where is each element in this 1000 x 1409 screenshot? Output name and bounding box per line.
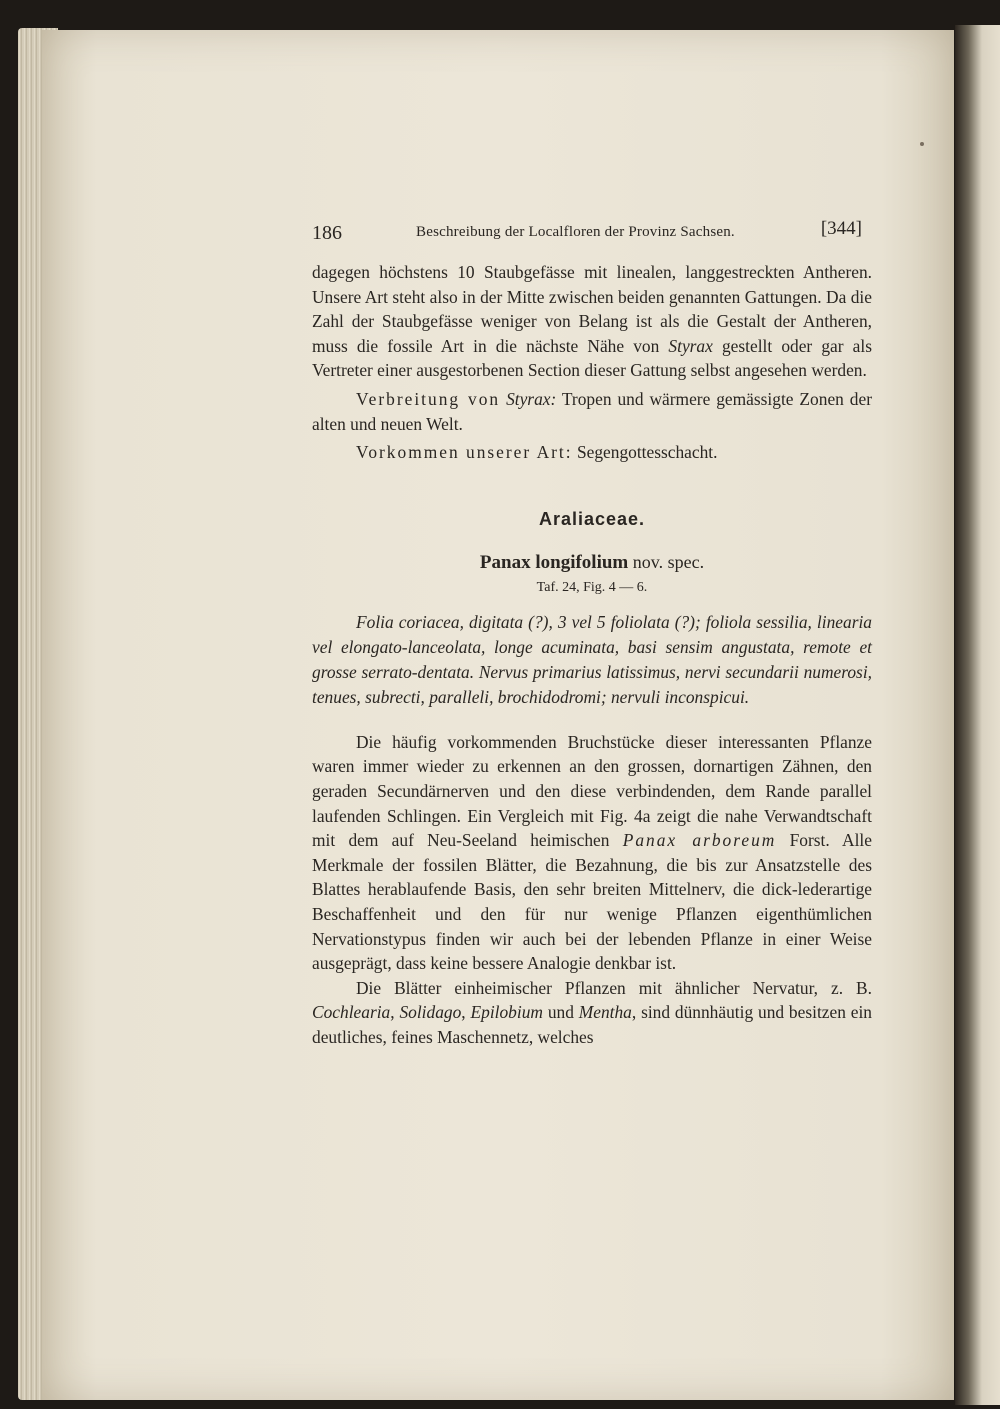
plate-reference: Taf. 24, Fig. 4 — 6. xyxy=(536,579,648,595)
speck xyxy=(920,142,924,146)
running-title: Beschreibung der Localfloren der Provinz Sachsen. xyxy=(416,224,735,240)
page-content xyxy=(312,212,872,1049)
page-number: 186 xyxy=(312,222,342,244)
species-heading: Panax longifolium nov. spec. xyxy=(479,551,705,573)
paragraph-antheren: dagegen höchstens 10 Staubgefässe mit linealen, langgestreckten Antheren. Unsere Art steht also in der Mitte zwischen beiden genannten Gattungen. Da die Zahl der Staubgefässe weniger von Belang ist als die Gestalt der Antheren, muss die fossile Art in die nächste Nähe von Styrax gestellt oder gar als Vertreter einer ausgestorbenen Section dieser Gattung selbst angesehen werden. xyxy=(312,262,872,381)
paragraph-comparison: Die Blätter einheimischer Pflanzen mit ähnlicher Nervatur, z. B. Cochlearia, Solidago, Epilobium und Mentha, sind dünnhäutig und besitzen ein deutliches, feines Maschennetz, welches xyxy=(312,977,873,1047)
book-spine xyxy=(955,25,1000,1405)
distribution-paragraph: Verbreitung von Styrax: Tropen und wärmere gemässigte Zonen der alten und neuen Welt. xyxy=(312,388,872,434)
latin-diagnosis: Folia coriacea, digitata (?), 3 vel 5 foliolata (?); foliola sessilia, linearia vel elongato-lanceolata, longe acuminata, basi sensim angustata, remote et grosse serrato-dentata. Nervus primarius latissimus, nervi secundarii numerosi, tenues, subrecti, paralleli, brochidodromi; nervuli inconspicui. xyxy=(312,611,872,707)
paragraph-description: Die häufig vorkommenden Bruchstücke dieser interessanten Pflanze waren immer wieder zu erkennen an den grossen, dornartigen Zähnen, den geraden Secundärnerven und den diese verbindenden, dem Rande parallel laufenden Schlingen. Ein Vergleich mit Fig. 4a zeigt die nahe Verwandtschaft mit dem auf Neu-Seeland heimischen Panax arboreum Forst. Alle Merkmale der fossilen Blätter, die Bezahnung, die bis zur Ansatzstelle des Blattes herablaufende Basis, den sehr breiten Mittelnerv, die dick-lederartige Beschaffenheit und den für nur wenige Pflanzen eigenthümlichen Nervationstypus finden wir auch bei der lebenden Pflanze in einer Weise ausgeprägt, dass keine bessere Analogie denkbar ist. xyxy=(312,731,872,974)
occurrence-paragraph: Vorkommen unserer Art: Segengottesschacht. xyxy=(356,442,718,463)
running-header xyxy=(312,212,872,252)
bracket-page-number: [344] xyxy=(820,218,862,239)
section-heading: Araliaceae. xyxy=(538,508,646,529)
